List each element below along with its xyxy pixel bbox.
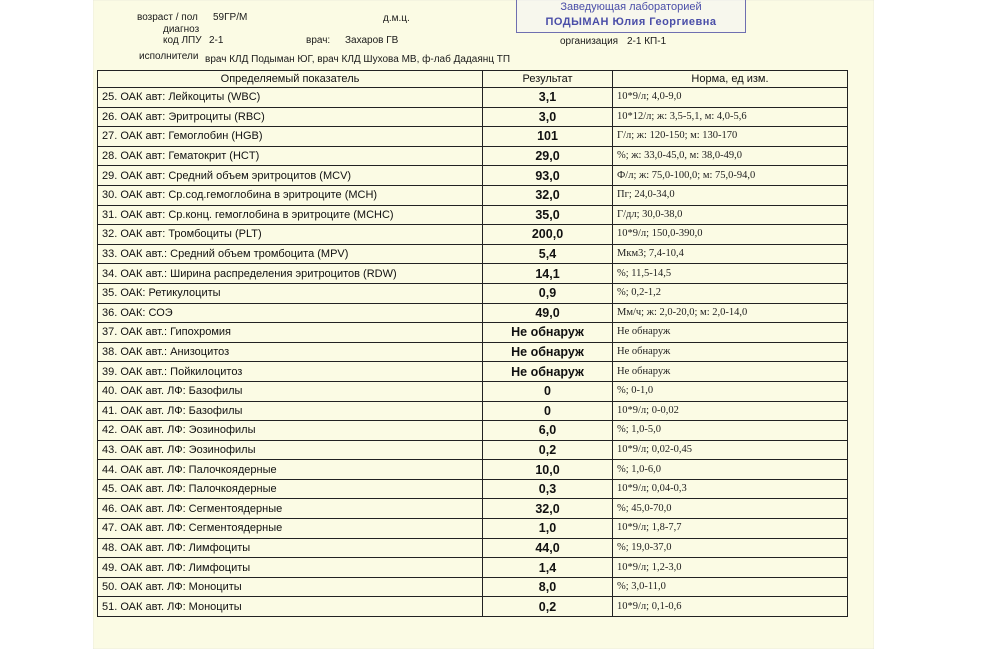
result-cell: 0,3 xyxy=(483,479,613,499)
indicator-cell: 30. ОАК авт: Ср.сод.гемоглобина в эритроците (MCH) xyxy=(98,185,483,205)
lpu-code-value: 2-1 xyxy=(209,35,224,46)
table-row xyxy=(98,519,848,539)
table-row xyxy=(98,107,848,127)
indicator-cell: 26. ОАК авт: Эритроциты (RBC) xyxy=(98,107,483,127)
norm-cell: %; 3,0-11,0 xyxy=(613,577,848,597)
table-row xyxy=(98,127,848,147)
result-cell: 0 xyxy=(483,401,613,421)
result-cell: Не обнаруж xyxy=(483,323,613,343)
executors-label: исполнители xyxy=(139,51,199,62)
indicator-cell: 40. ОАК авт. ЛФ: Базофилы xyxy=(98,381,483,401)
indicator-cell: 50. ОАК авт. ЛФ: Моноциты xyxy=(98,577,483,597)
result-cell: 49,0 xyxy=(483,303,613,323)
table-row xyxy=(98,362,848,382)
norm-cell: Мкм3; 7,4-10,4 xyxy=(613,244,848,264)
organization-label: организация xyxy=(560,36,619,47)
norm-cell: %; 1,0-6,0 xyxy=(613,460,848,480)
result-cell: 44,0 xyxy=(483,538,613,558)
organization-value: 2-1 КП-1 xyxy=(627,36,667,47)
result-cell: Не обнаруж xyxy=(483,342,613,362)
column-header-result: Результат xyxy=(483,71,613,88)
result-cell: 200,0 xyxy=(483,225,613,245)
table-row xyxy=(98,244,848,264)
age-sex-value: 59ГР/М xyxy=(213,12,248,23)
stamp-line-1: Заведующая лабораторией xyxy=(560,1,702,13)
diagnosis-label: диагноз xyxy=(163,24,200,35)
result-cell: 0 xyxy=(483,381,613,401)
table-row xyxy=(98,323,848,343)
norm-cell: 10*9/л; 1,2-3,0 xyxy=(613,558,848,578)
indicator-cell: 32. ОАК авт: Тромбоциты (PLT) xyxy=(98,225,483,245)
norm-cell: Не обнаруж xyxy=(613,362,848,382)
indicator-cell: 36. ОАК: СОЭ xyxy=(98,303,483,323)
norm-cell: 10*12/л; ж: 3,5-5,1, м: 4,0-5,6 xyxy=(613,107,848,127)
norm-cell: %; 45,0-70,0 xyxy=(613,499,848,519)
indicator-cell: 29. ОАК авт: Средний объем эритроцитов (MCV) xyxy=(98,166,483,186)
result-cell: 6,0 xyxy=(483,421,613,441)
table-row xyxy=(98,166,848,186)
table-row xyxy=(98,381,848,401)
indicator-cell: 25. ОАК авт: Лейкоциты (WBC) xyxy=(98,88,483,108)
lpu-code-label: код ЛПУ xyxy=(163,35,202,46)
indicator-cell: 48. ОАК авт. ЛФ: Лимфоциты xyxy=(98,538,483,558)
indicator-cell: 28. ОАК авт: Гематокрит (HCT) xyxy=(98,146,483,166)
result-cell: 3,1 xyxy=(483,88,613,108)
table-row xyxy=(98,146,848,166)
norm-cell: Не обнаруж xyxy=(613,323,848,343)
norm-cell: %; 11,5-14,5 xyxy=(613,264,848,284)
doctor-label: врач: xyxy=(306,35,331,46)
norm-cell: Пг; 24,0-34,0 xyxy=(613,185,848,205)
indicator-cell: 49. ОАК авт. ЛФ: Лимфоциты xyxy=(98,558,483,578)
table-row xyxy=(98,577,848,597)
executors-value: врач КЛД Подыман ЮГ, врач КЛД Шухова МВ, ф-лаб Дадаянц ТП xyxy=(205,54,511,65)
indicator-cell: 31. ОАК авт: Ср.конц. гемоглобина в эритроците (MCHC) xyxy=(98,205,483,225)
result-cell: 35,0 xyxy=(483,205,613,225)
indicator-cell: 44. ОАК авт. ЛФ: Палочкоядерные xyxy=(98,460,483,480)
result-cell: Не обнаруж xyxy=(483,362,613,382)
norm-cell: %; 0,2-1,2 xyxy=(613,283,848,303)
result-cell: 14,1 xyxy=(483,264,613,284)
norm-cell: %; ж: 33,0-45,0, м: 38,0-49,0 xyxy=(613,146,848,166)
table-row xyxy=(98,342,848,362)
norm-cell: Не обнаруж xyxy=(613,342,848,362)
norm-cell: 10*9/л; 0,1-0,6 xyxy=(613,597,848,617)
result-cell: 10,0 xyxy=(483,460,613,480)
indicator-cell: 34. ОАК авт.: Ширина распределения эритроцитов (RDW) xyxy=(98,264,483,284)
result-cell: 0,2 xyxy=(483,440,613,460)
indicator-cell: 46. ОАК авт. ЛФ: Сегментоядерные xyxy=(98,499,483,519)
head-of-lab-stamp xyxy=(516,0,746,33)
table-row xyxy=(98,283,848,303)
table-row xyxy=(98,225,848,245)
result-cell: 3,0 xyxy=(483,107,613,127)
norm-cell: 10*9/л; 4,0-9,0 xyxy=(613,88,848,108)
norm-cell: %; 1,0-5,0 xyxy=(613,421,848,441)
column-header-norm: Норма, ед изм. xyxy=(613,71,848,88)
doctor-value: Захаров ГВ xyxy=(345,35,399,46)
norm-cell: 10*9/л; 0,02-0,45 xyxy=(613,440,848,460)
norm-cell: Ф/л; ж: 75,0-100,0; м: 75,0-94,0 xyxy=(613,166,848,186)
indicator-cell: 45. ОАК авт. ЛФ: Палочкоядерные xyxy=(98,479,483,499)
table-row xyxy=(98,460,848,480)
result-cell: 5,4 xyxy=(483,244,613,264)
indicator-cell: 35. ОАК: Ретикулоциты xyxy=(98,283,483,303)
norm-cell: 10*9/л; 150,0-390,0 xyxy=(613,225,848,245)
indicator-cell: 42. ОАК авт. ЛФ: Эозинофилы xyxy=(98,421,483,441)
table-row xyxy=(98,401,848,421)
result-cell: 1,0 xyxy=(483,519,613,539)
results-table xyxy=(97,70,848,617)
table-row xyxy=(98,264,848,284)
indicator-cell: 33. ОАК авт.: Средний объем тромбоцита (MPV) xyxy=(98,244,483,264)
indicator-cell: 37. ОАК авт.: Гипохромия xyxy=(98,323,483,343)
result-cell: 93,0 xyxy=(483,166,613,186)
indicator-cell: 38. ОАК авт.: Анизоцитоз xyxy=(98,342,483,362)
table-row xyxy=(98,558,848,578)
table-row xyxy=(98,499,848,519)
stamp-line-2: ПОДЫМАН Юлия Георгиевна xyxy=(545,16,717,28)
norm-cell: 10*9/л; 0-0,02 xyxy=(613,401,848,421)
table-row xyxy=(98,88,848,108)
table-row xyxy=(98,538,848,558)
result-cell: 1,4 xyxy=(483,558,613,578)
result-cell: 8,0 xyxy=(483,577,613,597)
indicator-cell: 51. ОАК авт. ЛФ: Моноциты xyxy=(98,597,483,617)
indicator-cell: 43. ОАК авт. ЛФ: Эозинофилы xyxy=(98,440,483,460)
norm-cell: %; 0-1,0 xyxy=(613,381,848,401)
dmc-label: д.м.ц. xyxy=(383,13,410,24)
table-header-row xyxy=(98,71,848,88)
table-row xyxy=(98,185,848,205)
result-cell: 32,0 xyxy=(483,185,613,205)
norm-cell: %; 19,0-37,0 xyxy=(613,538,848,558)
table-row xyxy=(98,421,848,441)
age-sex-label: возраст / пол xyxy=(137,12,198,23)
norm-cell: Г/дл; 30,0-38,0 xyxy=(613,205,848,225)
table-row xyxy=(98,440,848,460)
indicator-cell: 47. ОАК авт. ЛФ: Сегментоядерные xyxy=(98,519,483,539)
table-row xyxy=(98,303,848,323)
result-cell: 29,0 xyxy=(483,146,613,166)
norm-cell: 10*9/л; 1,8-7,7 xyxy=(613,519,848,539)
table-row xyxy=(98,479,848,499)
norm-cell: 10*9/л; 0,04-0,3 xyxy=(613,479,848,499)
result-cell: 101 xyxy=(483,127,613,147)
indicator-cell: 39. ОАК авт.: Пойкилоцитоз xyxy=(98,362,483,382)
table-row xyxy=(98,205,848,225)
indicator-cell: 27. ОАК авт: Гемоглобин (HGB) xyxy=(98,127,483,147)
table-row xyxy=(98,597,848,617)
norm-cell: Г/л; ж: 120-150; м: 130-170 xyxy=(613,127,848,147)
result-cell: 32,0 xyxy=(483,499,613,519)
norm-cell: Мм/ч; ж: 2,0-20,0; м: 2,0-14,0 xyxy=(613,303,848,323)
result-cell: 0,9 xyxy=(483,283,613,303)
indicator-cell: 41. ОАК авт. ЛФ: Базофилы xyxy=(98,401,483,421)
result-cell: 0,2 xyxy=(483,597,613,617)
column-header-indicator: Определяемый показатель xyxy=(98,71,483,88)
